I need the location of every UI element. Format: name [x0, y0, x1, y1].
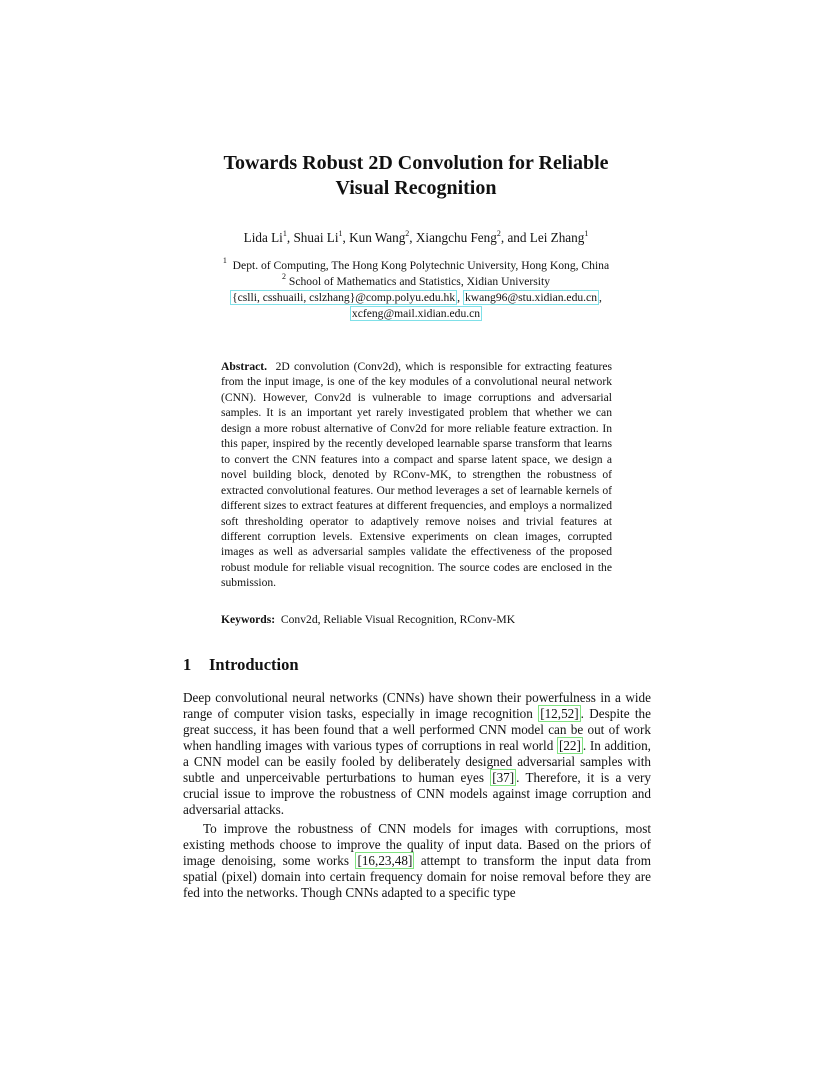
email-link[interactable]: xcfeng@mail.xidian.edu.cn: [351, 307, 481, 320]
paragraph-text: attempt to transform the input data from spatial (pixel) domain into certain frequency domain for noise removal before they are fed into the networks. Though CNNs adapted to a specific type: [183, 853, 652, 900]
affiliation-1: [120, 258, 712, 274]
citation-link[interactable]: [12,52]: [540, 706, 579, 721]
keywords-text: Conv2d, Reliable Visual Recognition, RConv-MK: [280, 613, 516, 626]
author-name: Kun Wang: [349, 230, 406, 245]
author-separator: ,: [342, 230, 350, 245]
author-affiliation-mark: 2: [405, 228, 410, 238]
section-number: 1: [183, 655, 192, 674]
keywords-label: Keywords:: [221, 613, 276, 626]
author-list: [150, 229, 682, 247]
citation-link[interactable]: [16,23,48]: [357, 853, 413, 868]
author-affiliation-mark: 1: [338, 228, 343, 238]
citation-link[interactable]: [37]: [492, 770, 515, 785]
author-affiliation-mark: 2: [496, 228, 501, 238]
paragraph-text: . Therefore, it is a very crucial issue to improve the robustness of CNN models against image corruption and adversarial attacks.: [183, 770, 651, 817]
section-heading: [183, 654, 299, 676]
abstract-text: 2D convolution (Conv2d), which is responsible for extracting features from the input image, is one of the key modules of a convolutional neural network (CNN). However, Conv2d is vulnerable to image corruptions and adversarial samples. It is an important yet rarely investigated problem that whether we can design a more robust alternative of Conv2d for more reliable feature extraction. In this paper, inspired by the recently developed learnable sparse transform that learns to convert the CNN features into a compact and sparse latent space, we design a novel building block, denoted by RConv-MK, to strengthen the robustness of extracted convolutional features. Our method leverages a set of learnable kernels of different sizes to extract features at different frequencies, and employs a normalized soft thresholding operator to adaptively remove noises and trivial features at different corruption levels. Extensive experiments on clean images, corrupted images as well as adversarial samples validate the effectiveness of the proposed robust module for reliable visual recognition. The source codes are enclosed in the submission.: [221, 360, 613, 590]
affiliation-mark: 1: [222, 256, 227, 266]
author-name: Lida Li: [243, 230, 283, 245]
affiliations: [120, 258, 712, 322]
section-title: Introduction: [209, 655, 299, 674]
keywords: [221, 612, 621, 628]
title-line-1: Towards Robust 2D Convolution for Reliable: [223, 152, 609, 174]
intro-paragraph-2: [183, 821, 651, 901]
author-name: Xiangchu Feng: [415, 230, 497, 245]
paper-title: [150, 151, 682, 201]
affiliation-text: School of Mathematics and Statistics, Xidian University: [288, 275, 551, 288]
paragraph-text: To improve the robustness of CNN models for images with corruptions, most existing methods choose to improve the quality of input data. Based on the priors of image denoising, some works: [183, 821, 651, 868]
abstract-label: Abstract.: [221, 360, 268, 373]
author-separator: ,: [286, 230, 294, 245]
author-separator: ,: [409, 230, 416, 245]
email-link[interactable]: {cslli, csshuaili, cslzhang}@comp.polyu.edu.hk: [232, 291, 456, 304]
abstract: [221, 359, 612, 591]
email-line: [120, 306, 712, 322]
affiliation-mark: 2: [281, 272, 286, 282]
affiliation-2: [120, 274, 712, 290]
paragraph-text: . Despite the great success, it has been found that a well performed CNN model can be out of work when handling images with various types of corruptions in real world: [183, 706, 651, 753]
author-affiliation-mark: 1: [584, 228, 589, 238]
citation-link[interactable]: [22]: [558, 738, 581, 753]
paragraph-text: Deep convolutional neural networks (CNNs) have shown their powerfulness in a wide range of computer vision tasks, especially in image recognition: [183, 690, 651, 721]
affiliation-text: Dept. of Computing, The Hong Kong Polytechnic University, Hong Kong, China: [232, 259, 610, 272]
email-line: {cslli, csshuaili, cslzhang}@comp.polyu.edu.hk , kwang96@stu.xidian.edu.cn ,: [232, 291, 602, 304]
author-separator: , and: [500, 230, 530, 245]
title-line-2: Visual Recognition: [335, 177, 497, 199]
email-link[interactable]: kwang96@stu.xidian.edu.cn: [464, 291, 598, 304]
author-name: Lei Zhang: [529, 230, 585, 245]
author-name: Shuai Li: [293, 230, 339, 245]
paragraph-text: . In addition, a CNN model can be easily fooled by deliberately designed adversarial samples with subtle and unperceivable perturbations to human eyes: [183, 738, 651, 785]
author-affiliation-mark: 1: [282, 228, 287, 238]
intro-paragraph-1: [183, 690, 651, 818]
